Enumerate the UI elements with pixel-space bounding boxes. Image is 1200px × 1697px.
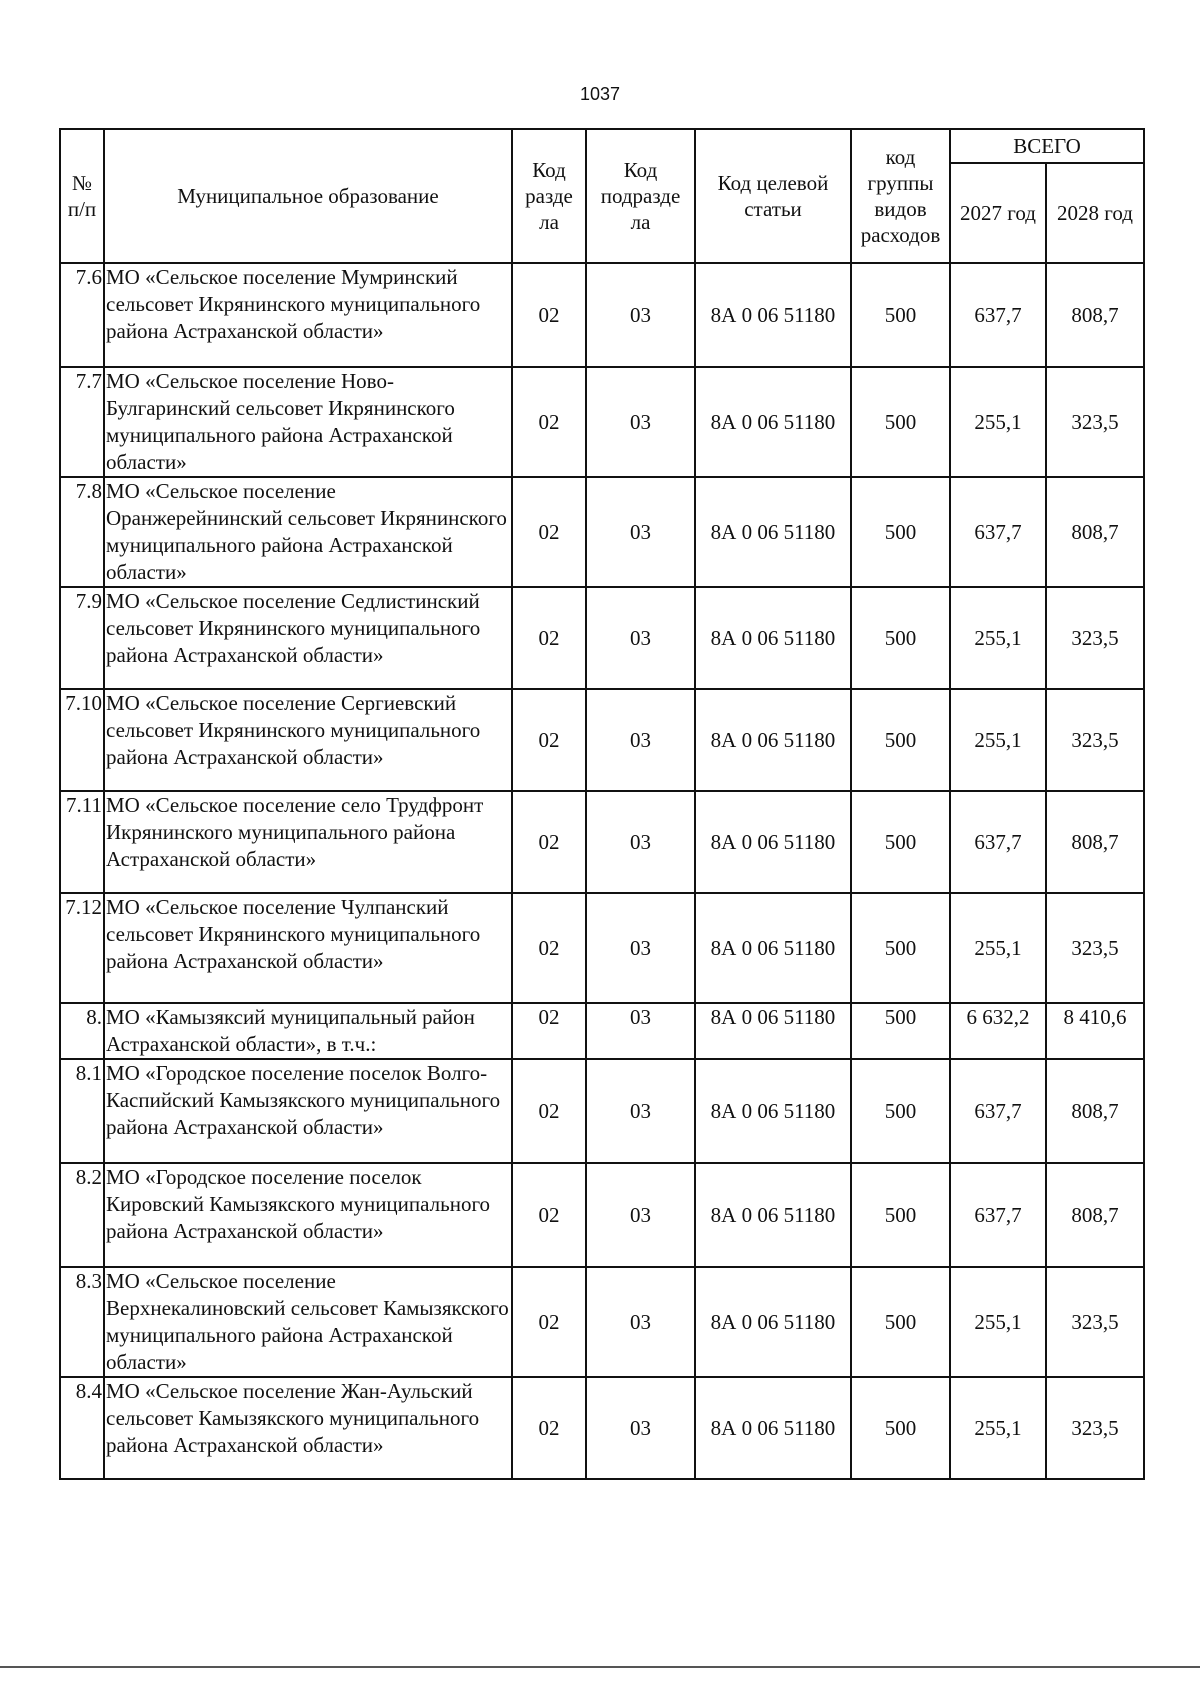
section-code: 02 (512, 587, 586, 689)
amount-2028: 323,5 (1046, 1377, 1144, 1479)
municipality-name: МО «Городское поселение поселок Кировский Камызякского муниципального района Астраханской области» (104, 1163, 512, 1267)
amount-2027: 255,1 (950, 689, 1046, 791)
expense-group-code: 500 (851, 367, 950, 477)
header-num: № п/п (60, 129, 104, 263)
target-code: 8А 0 06 51180 (695, 587, 851, 689)
budget-table (59, 128, 1145, 1480)
expense-group-code: 500 (851, 1377, 950, 1479)
expense-group-code: 500 (851, 893, 950, 1003)
target-code: 8А 0 06 51180 (695, 1267, 851, 1377)
row-number: 7.7 (60, 367, 104, 477)
section-code: 02 (512, 1377, 586, 1479)
table-row (60, 1377, 1144, 1479)
target-code: 8А 0 06 51180 (695, 893, 851, 1003)
expense-group-code: 500 (851, 1163, 950, 1267)
subsection-code: 03 (586, 367, 695, 477)
expense-group-code: 500 (851, 263, 950, 367)
table-row (60, 1163, 1144, 1267)
row-number: 8. (60, 1003, 104, 1059)
municipality-name: МО «Городское поселение поселок Волго-Каспийский Камызякского муниципального района Астраханской области» (104, 1059, 512, 1163)
amount-2027: 255,1 (950, 367, 1046, 477)
amount-2028: 808,7 (1046, 1059, 1144, 1163)
table-row (60, 263, 1144, 367)
header-total: ВСЕГО (950, 129, 1144, 163)
section-code: 02 (512, 263, 586, 367)
subsection-code: 03 (586, 263, 695, 367)
expense-group-code: 500 (851, 477, 950, 587)
section-code: 02 (512, 477, 586, 587)
subsection-code: 03 (586, 791, 695, 893)
header-municipality: Муниципальное образование (104, 129, 512, 263)
table-row (60, 689, 1144, 791)
amount-2027: 637,7 (950, 791, 1046, 893)
expense-group-code: 500 (851, 791, 950, 893)
target-code: 8А 0 06 51180 (695, 1163, 851, 1267)
table-header (60, 129, 1144, 263)
page-number: 1037 (579, 84, 621, 104)
target-code: 8А 0 06 51180 (695, 1059, 851, 1163)
amount-2027: 637,7 (950, 477, 1046, 587)
amount-2028: 323,5 (1046, 1267, 1144, 1377)
expense-group-code: 500 (851, 1003, 950, 1059)
section-code: 02 (512, 1003, 586, 1059)
expense-group-code: 500 (851, 689, 950, 791)
row-number: 8.1 (60, 1059, 104, 1163)
header-year-2028: 2028 год (1046, 163, 1144, 263)
amount-2028: 323,5 (1046, 587, 1144, 689)
section-code: 02 (512, 1059, 586, 1163)
row-number: 7.11 (60, 791, 104, 893)
subsection-code: 03 (586, 689, 695, 791)
expense-group-code: 500 (851, 1267, 950, 1377)
subsection-code: 03 (586, 1059, 695, 1163)
table-row (60, 893, 1144, 1003)
amount-2027: 637,7 (950, 1163, 1046, 1267)
table-row (60, 587, 1144, 689)
row-number: 8.2 (60, 1163, 104, 1267)
municipality-name: МО «Сельское поселение Мумринский сельсовет Икрянинского муниципального района Астраханской области» (104, 263, 512, 367)
target-code: 8А 0 06 51180 (695, 1003, 851, 1059)
amount-2027: 255,1 (950, 893, 1046, 1003)
municipality-name: МО «Сельское поселение Седлистинский сельсовет Икрянинского муниципального района Астраханской области» (104, 587, 512, 689)
municipality-name: МО «Сельское поселение село Трудфронт Икрянинского муниципального района Астраханской области» (104, 791, 512, 893)
amount-2028: 808,7 (1046, 1163, 1144, 1267)
target-code: 8А 0 06 51180 (695, 263, 851, 367)
amount-2027: 255,1 (950, 1267, 1046, 1377)
municipality-name: МО «Сельское поселение Жан-Аульский сельсовет Камызякского муниципального района Астраханской области» (104, 1377, 512, 1479)
table-row (60, 791, 1144, 893)
target-code: 8А 0 06 51180 (695, 791, 851, 893)
target-code: 8А 0 06 51180 (695, 1377, 851, 1479)
row-number: 8.3 (60, 1267, 104, 1377)
section-code: 02 (512, 791, 586, 893)
subsection-code: 03 (586, 587, 695, 689)
table-row (60, 1267, 1144, 1377)
section-code: 02 (512, 1267, 586, 1377)
amount-2028: 808,7 (1046, 263, 1144, 367)
row-number: 8.4 (60, 1377, 104, 1479)
municipality-name: МО «Сельское поселение Чулпанский сельсовет Икрянинского муниципального района Астраханской области» (104, 893, 512, 1003)
row-number: 7.10 (60, 689, 104, 791)
subsection-code: 03 (586, 477, 695, 587)
header-year-2027: 2027 год (950, 163, 1046, 263)
amount-2027: 6 632,2 (950, 1003, 1046, 1059)
row-number: 7.6 (60, 263, 104, 367)
row-number: 7.9 (60, 587, 104, 689)
table-row (60, 367, 1144, 477)
target-code: 8А 0 06 51180 (695, 689, 851, 791)
target-code: 8А 0 06 51180 (695, 477, 851, 587)
municipality-name: МО «Сельское поселение Оранжерейнинский сельсовет Икрянинского муниципального района Астраханской области» (104, 477, 512, 587)
section-code: 02 (512, 689, 586, 791)
amount-2027: 255,1 (950, 1377, 1046, 1479)
amount-2027: 637,7 (950, 263, 1046, 367)
amount-2028: 323,5 (1046, 893, 1144, 1003)
header-target-code: Код целевой статьи (695, 129, 851, 263)
amount-2028: 808,7 (1046, 791, 1144, 893)
table-row (60, 477, 1144, 587)
subsection-code: 03 (586, 1163, 695, 1267)
target-code: 8А 0 06 51180 (695, 367, 851, 477)
bottom-divider (0, 1666, 1200, 1668)
header-subsection-code: Код подразде ла (586, 129, 695, 263)
section-code: 02 (512, 367, 586, 477)
expense-group-code: 500 (851, 587, 950, 689)
table-body (60, 263, 1144, 1479)
municipality-name: МО «Сельское поселение Верхнекалиновский сельсовет Камызякского муниципального района Астраханской области» (104, 1267, 512, 1377)
table-row (60, 1003, 1144, 1059)
section-code: 02 (512, 893, 586, 1003)
subsection-code: 03 (586, 1003, 695, 1059)
header-section-code: Код разде ла (512, 129, 586, 263)
subsection-code: 03 (586, 1267, 695, 1377)
expense-group-code: 500 (851, 1059, 950, 1163)
municipality-name: МО «Камызяксий муниципальный район Астраханской области», в т.ч.: (104, 1003, 512, 1059)
header-expense-group: код группы видов расходов (851, 129, 950, 263)
amount-2028: 323,5 (1046, 689, 1144, 791)
table-row (60, 1059, 1144, 1163)
amount-2027: 637,7 (950, 1059, 1046, 1163)
row-number: 7.12 (60, 893, 104, 1003)
section-code: 02 (512, 1163, 586, 1267)
subsection-code: 03 (586, 893, 695, 1003)
amount-2027: 255,1 (950, 587, 1046, 689)
municipality-name: МО «Сельское поселение Ново-Булгаринский сельсовет Икрянинского муниципального района Астраханской области» (104, 367, 512, 477)
subsection-code: 03 (586, 1377, 695, 1479)
amount-2028: 808,7 (1046, 477, 1144, 587)
amount-2028: 323,5 (1046, 367, 1144, 477)
municipality-name: МО «Сельское поселение Сергиевский сельсовет Икрянинского муниципального района Астраханской области» (104, 689, 512, 791)
row-number: 7.8 (60, 477, 104, 587)
amount-2028: 8 410,6 (1046, 1003, 1144, 1059)
